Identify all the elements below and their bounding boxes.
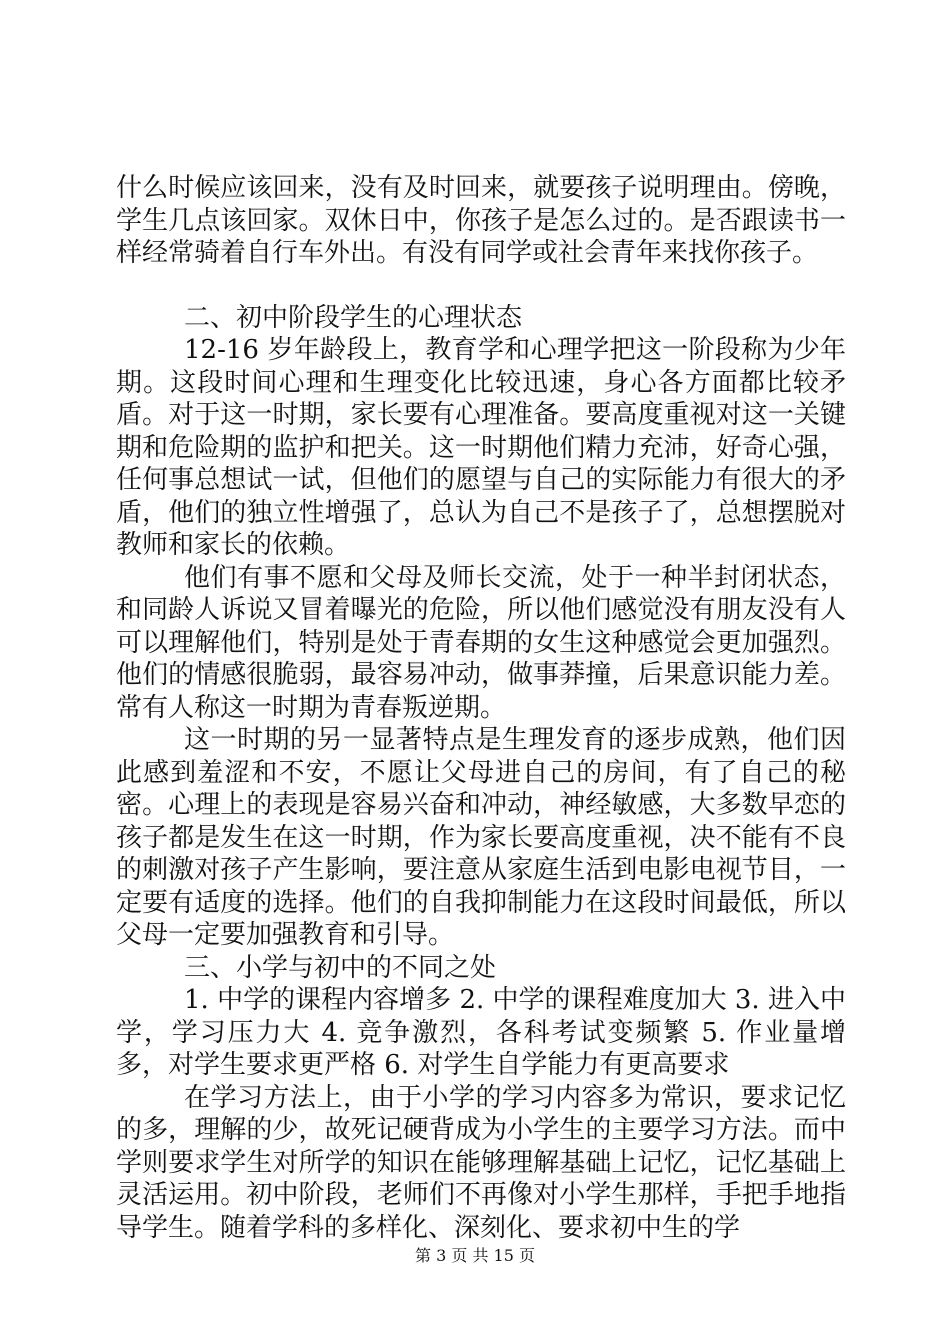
paragraph-physiology: 这一时期的另一显著特点是生理发育的逐步成熟，他们因此感到羞涩和不安，不愿让父母进自己的房间，有了自己的秘密。心理上的表现是容易兴奋和冲动，神经敏感，大多数早恋的孩子都是发生在这一时期，作为家长要高度重视，决不能有不良的刺激对孩子产生影响，要注意从家庭生活到电影电视节目，一定要有适度的选择。他们的自我抑制能力在这段时间最低，所以父母一定要加强教育和引导。 — [116, 725, 846, 950]
section-heading-3: 三、小学与初中的不同之处 — [184, 952, 497, 983]
page-footer — [0, 1246, 950, 1266]
paragraph-learning-method: 在学习方法上，由于小学的学习内容多为常识，要求记忆的多，理解的少，故死记硬背成为小学生的主要学习方法。而中学则要求学生对所学的知识在能够理解基础上记忆，记忆基础上灵活运用。初中阶段，老师们不再像对小学生那样，手把手地指导学生。随着学科的多样化、深刻化、要求初中生的学 — [116, 1082, 846, 1243]
page-indicator: 第 3 页 共 15 页 — [415, 1246, 535, 1265]
paragraph-communication: 他们有事不愿和父母及师长交流，处于一种半封闭状态，和同龄人诉说又冒着曝光的危险，所以他们感觉没有朋友没有人可以理解他们，特别是处于青春期的女生这种感觉会更加强烈。他们的情感很脆弱，最容易冲动，做事莽撞，后果意识能力差。常有人称这一时期为青春叛逆期。 — [116, 562, 846, 723]
paragraph-continuation: 什么时候应该回来，没有及时回来，就要孩子说明理由。傍晚，学生几点该回家。双休日中，你孩子是怎么过的。是否跟读书一样经常骑着自行车外出。有没有同学或社会青年来找你孩子。 — [116, 173, 846, 268]
paragraph-differences-list: 1. 中学的课程内容增多 2. 中学的课程难度加大 3. 进入中学，学习压力大 4. 竞争激烈，各科考试变频繁 5. 作业量增多，对学生要求更严格 6. 对学生自学能力有更高要求 — [116, 985, 846, 1080]
section-heading-2: 二、初中阶段学生的心理状态 — [184, 302, 523, 333]
paragraph-adolescence: 12-16 岁年龄段上，教育学和心理学把这一阶段称为少年期。这段时间心理和生理变化比较迅速，身心各方面都比较矛盾。对于这一时期，家长要有心理准备。要高度重视对这一关键期和危险期的监护和把关。这一时期他们精力充沛，好奇心强，任何事总想试一试，但他们的愿望与自己的实际能力有很大的矛盾，他们的独立性增强了，总认为自己不是孩子了，总想摆脱对教师和家长的依赖。 — [116, 335, 846, 560]
document-body — [116, 172, 846, 1244]
paragraph-spacer — [116, 270, 846, 302]
